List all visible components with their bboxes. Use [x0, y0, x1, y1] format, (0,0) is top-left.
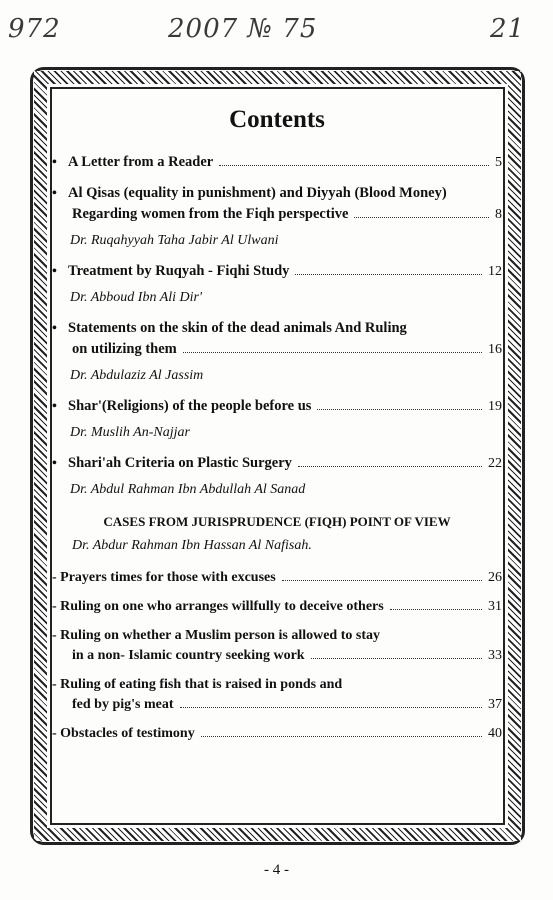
case-item-title: - Ruling of eating fish that is raised in ponds and — [52, 677, 343, 692]
dot-leader — [354, 217, 489, 218]
dot-leader — [317, 409, 482, 410]
dot-leader — [298, 466, 482, 467]
case-item-line — [52, 568, 502, 588]
toc-author: Dr. Abdul Rahman Ibn Abdullah Al Sanad — [70, 482, 306, 497]
case-item — [52, 675, 502, 715]
bullet-icon: • — [52, 264, 57, 279]
case-item-title: - Ruling on one who arranges willfully to deceive others — [52, 599, 384, 614]
toc-entry-line — [52, 261, 502, 282]
case-item-title: - Prayers times for those with excuses — [52, 570, 276, 585]
toc-entry — [52, 396, 502, 443]
toc-entries — [52, 152, 502, 500]
toc-page-number: 12 — [488, 264, 502, 279]
dot-leader — [295, 274, 482, 275]
toc-page-number: 8 — [495, 207, 502, 222]
handwritten-issue-note: 2007 № 75 — [168, 14, 318, 44]
page-title: Contents — [229, 106, 325, 133]
bullet-icon: • — [52, 456, 57, 471]
section-author: Dr. Abdur Rahman Ibn Hassan Al Nafisah. — [72, 538, 312, 553]
section-heading: CASES FROM JURISPRUDENCE (FIQH) POINT OF VIEW — [103, 514, 451, 529]
toc-page-number: 19 — [488, 399, 502, 414]
case-item-title: - Ruling on whether a Muslim person is allowed to stay — [52, 628, 380, 643]
dot-leader — [311, 658, 482, 659]
case-item-line — [52, 695, 502, 715]
handwritten-number-left: 972 — [8, 14, 61, 44]
dot-leader — [390, 609, 482, 610]
case-page-number: 37 — [488, 697, 502, 712]
page-number: - 4 - — [264, 862, 289, 878]
section-items — [52, 568, 502, 744]
toc-entry-line — [52, 339, 502, 360]
toc-entry — [52, 453, 502, 500]
case-item-line — [52, 597, 502, 617]
toc-entry-title: Statements on the skin of the dead animals And Ruling — [68, 320, 407, 336]
dot-leader — [180, 707, 483, 708]
case-item-title: fed by pig's meat — [72, 697, 174, 712]
toc-entry-line — [52, 453, 502, 474]
toc-entry-title: Shar'(Religions) of the people before us — [68, 398, 312, 414]
toc-page-number: 22 — [488, 456, 502, 471]
dot-leader — [219, 165, 489, 166]
case-item — [52, 597, 502, 617]
toc-entry-line — [52, 152, 502, 173]
toc-entry — [52, 183, 502, 251]
case-page-number: 40 — [488, 726, 502, 741]
case-item-line — [52, 626, 502, 646]
case-item — [52, 568, 502, 588]
bullet-icon: • — [52, 155, 57, 170]
contents-panel — [52, 100, 502, 753]
toc-entry-line — [52, 183, 502, 204]
case-item-title: - Obstacles of testimony — [52, 726, 195, 741]
case-item — [52, 626, 502, 666]
toc-entry-title: on utilizing them — [72, 341, 177, 357]
case-page-number: 31 — [488, 599, 502, 614]
toc-author: Dr. Muslih An-Najjar — [70, 425, 190, 440]
case-page-number: 33 — [488, 648, 502, 663]
case-item-line — [52, 724, 502, 744]
toc-entry — [52, 318, 502, 386]
toc-entry-title: Treatment by Ruqyah - Fiqhi Study — [68, 263, 290, 279]
toc-entry-line — [52, 396, 502, 417]
toc-entry-title: Al Qisas (equality in punishment) and Diyyah (Blood Money) — [68, 185, 447, 201]
toc-page-number: 16 — [488, 342, 502, 357]
bullet-icon: • — [52, 321, 57, 336]
toc-entry — [52, 261, 502, 308]
case-item-line — [52, 675, 502, 695]
bullet-icon: • — [52, 186, 57, 201]
toc-author: Dr. Abboud Ibn Ali Dir' — [70, 290, 202, 305]
toc-entry-line — [52, 204, 502, 225]
case-item-line — [52, 646, 502, 666]
case-item-title: in a non- Islamic country seeking work — [72, 648, 305, 663]
dot-leader — [201, 736, 482, 737]
dot-leader — [183, 352, 482, 353]
toc-entry-title: Shari'ah Criteria on Plastic Surgery — [68, 455, 292, 471]
toc-author: Dr. Abdulaziz Al Jassim — [70, 368, 204, 383]
handwritten-number-right: 21 — [490, 14, 526, 44]
toc-entry — [52, 152, 502, 173]
toc-entry-title: Regarding women from the Fiqh perspective — [72, 206, 349, 222]
case-page-number: 26 — [488, 570, 502, 585]
toc-entry-title: A Letter from a Reader — [68, 154, 214, 170]
toc-entry-line — [52, 318, 502, 339]
dot-leader — [282, 580, 482, 581]
case-item — [52, 724, 502, 744]
toc-page-number: 5 — [495, 155, 502, 170]
toc-author: Dr. Ruqahyyah Taha Jabir Al Ulwani — [70, 233, 279, 248]
bullet-icon: • — [52, 399, 57, 414]
